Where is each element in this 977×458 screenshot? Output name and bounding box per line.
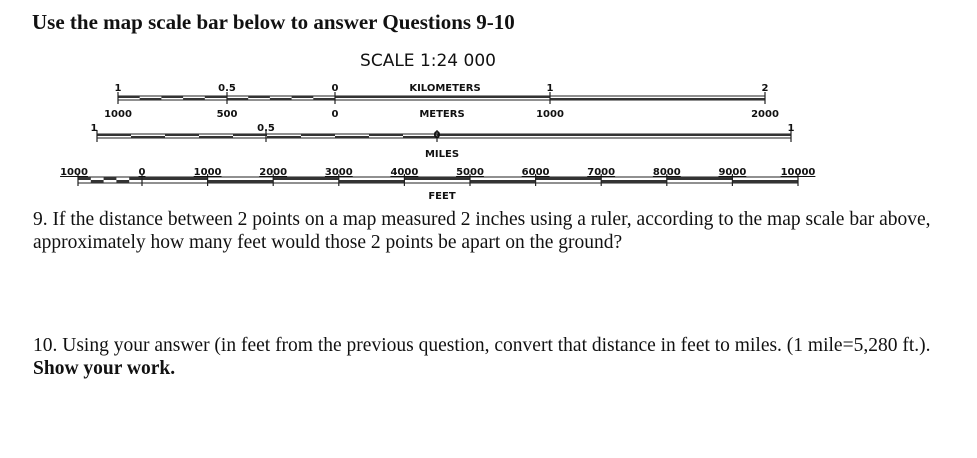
mile-bar-segment (369, 134, 403, 136)
meter-tick-label: 1000 (104, 109, 132, 120)
km-bar-segment (118, 96, 140, 98)
scale-labels (60, 83, 815, 202)
mile-bar-segment (301, 134, 335, 136)
feet-bar-segment (104, 177, 117, 180)
meter-tick-label: 1000 (536, 109, 564, 120)
mile-tick-label: 1 (90, 123, 98, 134)
feet-tick-label: 6000 (521, 167, 550, 178)
mile-bar-segment (233, 134, 267, 136)
mile-unit-label: MILES (424, 149, 460, 160)
question-10-text: 10. Using your answer (in feet from the previous question, convert that distance in feet to miles. (1 mile=5,280 ft.). (33, 335, 931, 356)
km-unit-label: KILOMETERS (409, 83, 481, 94)
feet-tick-label: 1000 (60, 167, 88, 178)
km-bar-segment (313, 98, 335, 100)
km-bar-segment (161, 96, 183, 98)
mile-tick-label: 0 (433, 130, 441, 141)
mile-tick-label: 0.5 (257, 123, 275, 134)
feet-tick-label: 4000 (390, 167, 419, 178)
km-tick-label: 2 (761, 83, 769, 94)
feet-bar-segment (116, 180, 129, 183)
km-bar-segment (335, 96, 550, 98)
km-bar-segment (183, 98, 205, 100)
meter-tick-label: 2000 (751, 109, 779, 120)
km-bar-segment (227, 98, 249, 100)
feet-tick-label: 1000 (193, 167, 222, 178)
meter-tick-label: 0 (331, 109, 339, 120)
feet-bar-segment (91, 180, 104, 183)
km-bar-segment (248, 96, 270, 98)
mile-bar-segment (437, 134, 791, 136)
feet-tick-label: 9000 (718, 167, 747, 178)
feet-tick-label: 7000 (587, 167, 616, 178)
meter-tick-label: 500 (216, 109, 238, 120)
map-scale-bar (0, 40, 977, 210)
question-10-instruction: Show your work. (33, 358, 176, 379)
km-tick-label: 1 (546, 83, 554, 94)
meter-unit-label: METERS (419, 109, 465, 120)
km-tick-label: 0.5 (218, 83, 236, 94)
scale-title: SCALE 1:24 000 (360, 51, 496, 71)
feet-bar-segment (601, 180, 667, 183)
mile-bar-segment (267, 136, 301, 138)
km-bar-segment (270, 98, 292, 100)
feet-bar-segment (208, 180, 274, 183)
feet-tick-label: 3000 (324, 167, 353, 178)
mile-bar-segment (335, 136, 369, 138)
feet-tick-label: 8000 (652, 167, 681, 178)
feet-tick-label: 2000 (259, 167, 288, 178)
feet-unit-label: FEET (428, 191, 456, 202)
question-10 (33, 334, 953, 380)
km-bar-segment (205, 96, 227, 98)
mile-bar-segment (97, 134, 131, 136)
feet-bar-segment (339, 180, 405, 183)
mile-bar-segment (131, 136, 165, 138)
feet-tick-label: 10000 (780, 167, 816, 178)
km-tick-label: 1 (114, 83, 122, 94)
feet-tick-label: 5000 (456, 167, 484, 178)
mile-tick-label: 1 (787, 123, 795, 134)
worksheet-heading: Use the map scale bar below to answer Questions 9-10 (32, 10, 515, 34)
mile-bar-segment (165, 134, 199, 136)
km-bar-segment (292, 96, 314, 98)
feet-bar-segment (470, 180, 536, 183)
km-tick-label: 0 (331, 83, 339, 94)
mile-bar-segment (199, 136, 233, 138)
question-9: 9. If the distance between 2 points on a map measured 2 inches using a ruler, according to the map scale bar above, approximately how many feet would those 2 points be apart on the ground? (33, 209, 931, 253)
feet-bar-segment (732, 180, 798, 183)
feet-tick-label: 0 (138, 167, 146, 178)
km-bar-segment (140, 98, 162, 100)
km-bar-segment (550, 98, 765, 100)
mile-bar-segment (403, 136, 437, 138)
